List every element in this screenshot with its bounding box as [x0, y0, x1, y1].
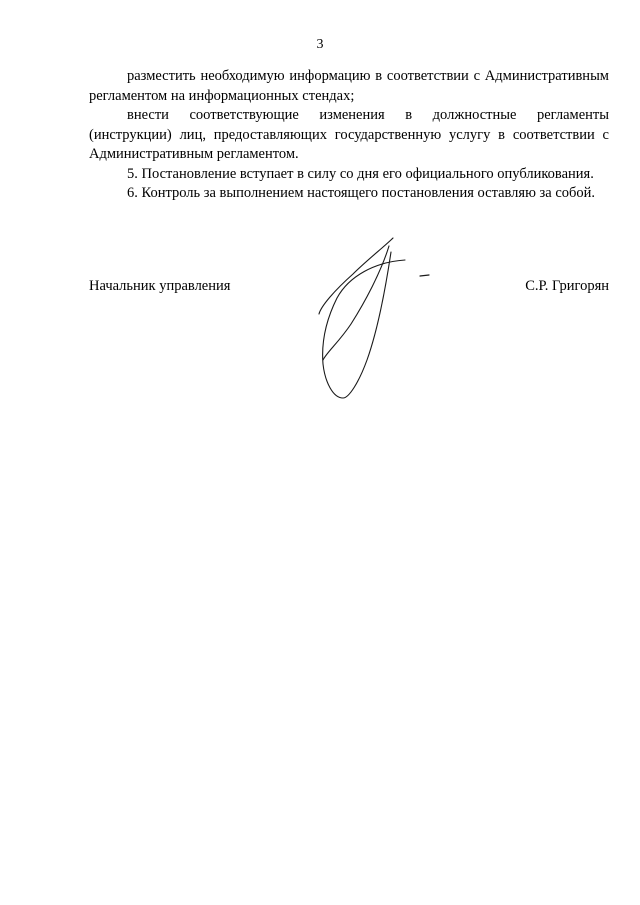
- signatory-name: С.Р. Григорян: [525, 278, 609, 294]
- page-number: 3: [316, 37, 324, 52]
- document-body: [89, 67, 609, 204]
- handwritten-signature: [305, 232, 445, 407]
- paragraph-item-6-control: 6. Контроль за выполнением настоящего постановления оставляю за собой.: [127, 185, 596, 201]
- paragraph-post-information: разместить необходимую информацию в соответствии с Административным регламентом на информационных стендах;: [89, 68, 609, 104]
- signatory-title: Начальник управления: [89, 278, 231, 294]
- paragraph-item-5-effective-date: 5. Постановление вступает в силу со дня его официального опубликования.: [127, 165, 594, 182]
- paragraph-amend-regulations: внести соответствующие изменения в должностные регламенты (инструкции) лиц, предоставляющих государственную услугу в соответствии с Административным регламентом.: [89, 107, 609, 162]
